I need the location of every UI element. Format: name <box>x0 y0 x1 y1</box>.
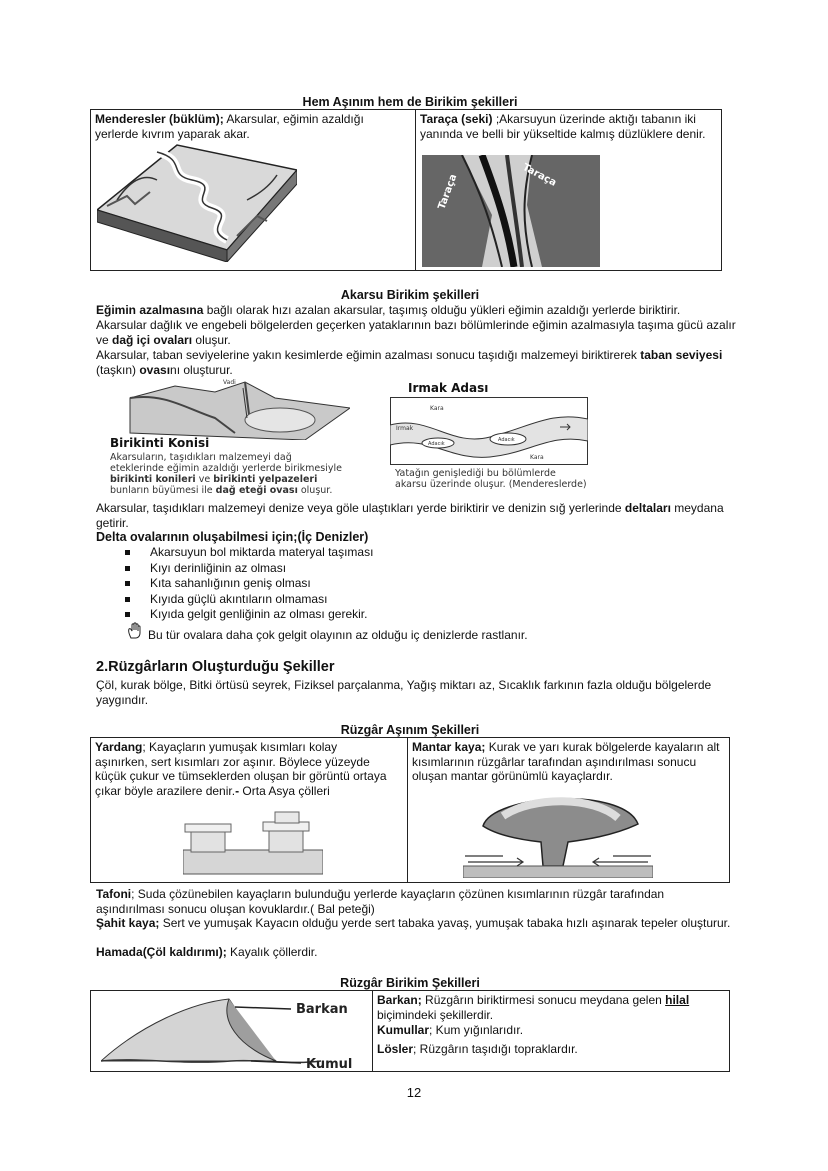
hamada-term: Hamada(Çöl kaldırımı); <box>96 945 227 959</box>
egim-bold: Eğimin azalmasına <box>96 303 204 317</box>
section-title-ruzgar-birikim: Rüzgâr Birikim Şekilleri <box>340 976 480 990</box>
birikinti-caption-3-bold-1: birikinti konileri <box>110 474 196 485</box>
taraca-illustration <box>422 155 600 267</box>
list-item: Akarsuyun bol miktarda materyal taşıması <box>122 545 682 561</box>
tafoni-text: ; Suda çözünebilen kayaçların bulunduğu yerlerde kayaçların çözünen kısımlarının rüzgâr tarafından aşındırılması sonucu oluşan kovuklardır.( Bal peteği) <box>96 887 665 916</box>
taraca-label-right: Taraça <box>520 161 559 189</box>
list-item: Kıyıda güçlü akıntıların olmaması <box>122 592 682 608</box>
barkan-text-a: Rüzgârın biriktirmesi sonucu meydana gelen <box>421 993 666 1007</box>
barkan-hilal: hilal <box>665 993 690 1007</box>
dag-ici-bold: dağ içi ovaları <box>112 332 193 347</box>
tafoni-term: Tafoni <box>96 887 132 901</box>
barkan-text-b: biçimindeki şekillerdir. <box>377 1007 494 1022</box>
barkan-kumul-illustration <box>101 995 363 1069</box>
birikinti-konisi-illustration <box>125 378 350 440</box>
taraca-cell <box>416 110 722 270</box>
menderes-cell <box>91 110 415 270</box>
taraca-text: ;Akarsuyun üzerinde aktığı tabanın iki yanında ve belli bir yükseltide kalmış düzlüklere denir. <box>420 112 706 141</box>
mantar-term: Mantar kaya; <box>412 740 486 754</box>
birikinti-caption-1: Akarsuların, taşıdıkları malzemeyi dağ <box>110 452 292 463</box>
birikinti-caption-3-mid: ve <box>195 474 214 485</box>
kumullar-text: ; Kum yığınlarıdır. <box>429 1023 524 1037</box>
section-title-asinim-birikim: Hem Aşınım hem de Birikim şekilleri <box>302 95 518 109</box>
taraca-term: Taraça (seki) <box>420 112 493 126</box>
egim-text: bağlı olarak hızı azalan akarsular, taşımış olduğu yükleri eğimin azaldığı yerlerde biriktirir. <box>203 303 681 317</box>
kara-top-label: Kara <box>430 405 444 412</box>
delta-heading: Delta ovalarının oluşabilmesi için;(İç Denizler) <box>96 530 369 544</box>
section-heading-ruzgar: 2.Rüzgârların Oluşturduğu Şekiller <box>96 659 335 675</box>
hamada-text: Kayalık çöllerdir. <box>226 945 318 959</box>
yardang-illustration <box>183 810 323 878</box>
birikinti-caption-4-a: bunların büyümesi ile <box>110 485 216 496</box>
vadi-label: Vadi <box>223 379 236 386</box>
menderes-illustration <box>97 140 297 262</box>
birikinti-caption-3-bold-2: birikinti yelpazeleri <box>213 474 318 485</box>
pointing-hand-icon <box>126 622 144 640</box>
list-item: Kıyı derinliğinin az olması <box>122 561 682 577</box>
paragraph-egim <box>96 303 736 318</box>
birikinti-caption-3 <box>110 474 317 485</box>
losler-term: Lösler <box>377 1041 414 1056</box>
paragraph-sahit <box>96 916 736 931</box>
paragraph-dag-ici <box>96 318 736 347</box>
list-item: Kıta sahanlığının geniş olması <box>122 576 682 592</box>
birikinti-caption-4-bold: dağ eteği ovası <box>215 485 298 496</box>
menderes-term: Menderesler (büklüm); <box>95 112 224 126</box>
barkan-figure-label: Barkan <box>296 1002 348 1017</box>
adacik-label-2: Adacık <box>498 437 515 443</box>
delta-conditions-list <box>122 545 682 623</box>
yardang-tail: Orta Asya çölleri <box>239 783 330 798</box>
dag-ici-text-a: Akarsular dağlık ve engebeli bölgelerden geçerken yataklarının bazı bölümlerinde eğimin azalmasıyla taşıma gücü azalır ve <box>96 318 736 347</box>
adacik-label-1: Adacık <box>428 441 445 447</box>
yardang-cell <box>91 738 407 882</box>
barkan-term: Barkan; <box>377 993 422 1007</box>
paragraph-hamada <box>96 945 736 960</box>
taban-bold-1: taban seviyesi <box>640 348 723 362</box>
taraca-label-left: Taraça <box>436 172 460 212</box>
ruzgar-asinim-table <box>90 737 730 883</box>
menderes-text: Akarsular, eğimin azaldığı yerlerde kıvrım yaparak akar. <box>95 112 364 141</box>
irmak-label: Irmak <box>396 425 414 432</box>
irmak-adasi-illustration <box>390 397 588 465</box>
sahit-term: Şahit kaya; <box>96 916 160 930</box>
barkan-figure-cell <box>91 991 371 1071</box>
section-title-ruzgar-asinim: Rüzgâr Aşınım Şekilleri <box>340 723 480 737</box>
dag-ici-text-b: oluşur. <box>192 332 231 347</box>
delta-text-a: Akarsular, taşıdıkları malzemeyi denize veya göle ulaştıkları yerde biriktirir ve denizin sığ yerlerinde <box>96 501 625 515</box>
asinim-birikim-table <box>90 109 722 271</box>
delta-note: Bu tür ovalara daha çok gelgit olayının az olduğu iç denizlerde rastlanır. <box>148 628 528 642</box>
paragraph-taban-seviyesi <box>96 348 736 377</box>
mantar-text: Kurak ve yarı kurak bölgelerde kayaların alt kısımlarının rüzgârlar tarafından aşındırılması sonucu oluşan mantar görünümlü kayaçlardır. <box>412 740 720 783</box>
barkan-text-cell <box>373 991 730 1071</box>
page-number: 12 <box>406 1085 422 1100</box>
yardang-term: Yardang <box>95 740 143 754</box>
delta-text-b: meydana getirir. <box>96 501 724 530</box>
kumullar-term: Kumullar <box>377 1023 430 1037</box>
birikinti-caption-4 <box>110 485 332 496</box>
birikinti-caption-2: eteklerinde eğimin azaldığı yerlerde birikmesiyle <box>110 463 342 474</box>
paragraph-ruzgar-intro: Çöl, kurak bölge, Bitki örtüsü seyrek, Fiziksel parçalanma, Yağış miktarı az, Sıcaklık farkının fazla olduğu bölgelerde yaygındır. <box>96 678 712 707</box>
mantar-cell <box>408 738 730 882</box>
irmak-caption-1: Yatağın genişlediği bu bölümlerde <box>395 468 556 479</box>
losler-text: ; Rüzgârın taşıdığı topraklardır. <box>413 1041 578 1056</box>
delta-bold: deltaları <box>624 501 671 515</box>
taban-bold-2: ovası <box>139 362 171 377</box>
kumul-figure-label: Kumul <box>306 1057 353 1069</box>
kara-bottom-label: Kara <box>530 454 544 461</box>
taban-text-a: Akarsular, taban seviyelerine yakın kesimlerde eğimin azalması sonucu taşıdığı malzemeyi biriktirerek <box>96 348 641 362</box>
mantar-kaya-illustration <box>463 786 653 878</box>
irmak-caption-2: akarsu üzerinde oluşur. (Mendereslerde) <box>395 479 587 490</box>
taban-text-c: nı oluşturur. <box>170 362 233 377</box>
paragraph-delta <box>96 501 736 530</box>
birikinti-caption-4-b: oluşur. <box>297 485 333 496</box>
taban-text-b: (taşkın) <box>96 362 140 377</box>
list-item: Kıyıda gelgit genliğinin az olması gerekir. <box>122 607 682 623</box>
birikinti-konisi-heading: Birikinti Konisi <box>110 436 210 450</box>
ruzgar-birikim-table <box>90 990 730 1072</box>
paragraph-tafoni <box>96 887 736 916</box>
sahit-text: Sert ve yumuşak Kayacın olduğu yerde sert tabaka yavaş, yumuşak tabaka hızlı aşınarak tepeler oluşturur. <box>159 916 731 930</box>
yardang-text: ; Kayaçların yumuşak kısımları kolay aşınırken, sert kısımları zor aşınır. Böylece yüzeyde küçük çukur ve tümseklerden oluşan bir görüntü ortaya çıkar böyle arazilere denir. <box>95 740 387 798</box>
yardang-dash: - <box>235 783 240 798</box>
section-title-akarsu-birikim: Akarsu Birikim şekilleri <box>340 288 480 302</box>
irmak-adasi-heading: Irmak Adası <box>408 381 489 395</box>
